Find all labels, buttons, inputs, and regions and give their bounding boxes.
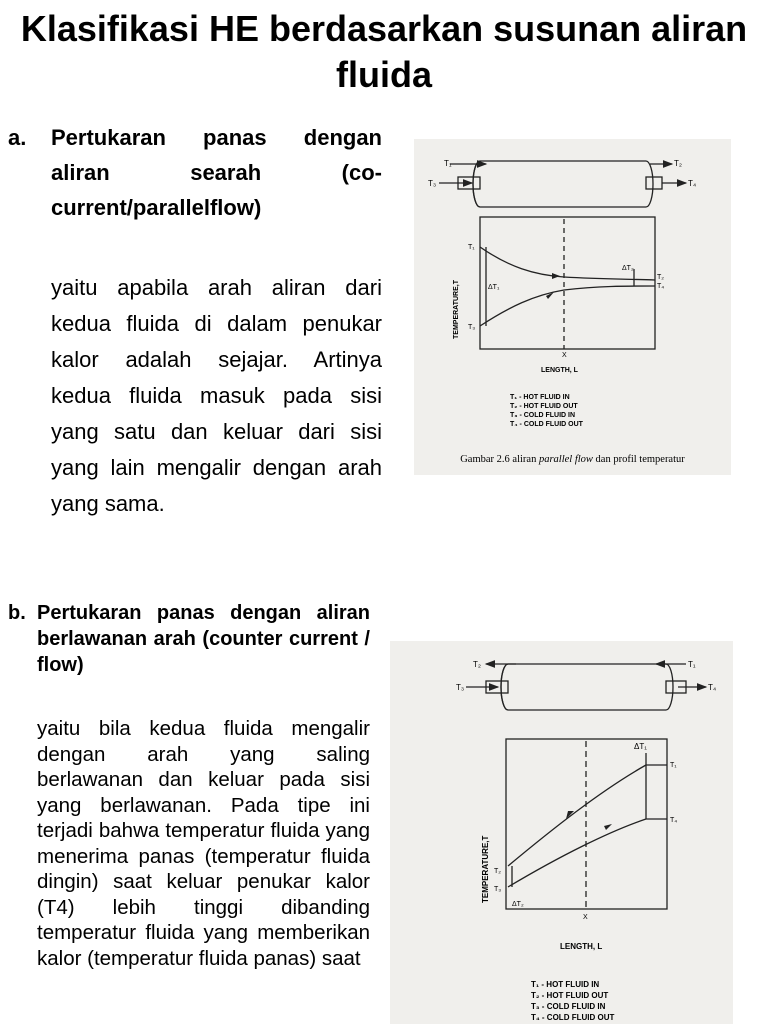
pipe-label-t3: T₃ [428, 179, 437, 188]
plot-ylabel: TEMPERATURE,T [453, 280, 460, 339]
legend-item: T₂ - HOT FLUID OUT [510, 403, 578, 410]
plot-label-t2: T₂ [657, 274, 664, 281]
figure-caption [414, 454, 731, 465]
legend-item: T₂ - HOT FLUID OUT [531, 991, 609, 1000]
pipe-label-t4: T₄ [708, 683, 717, 692]
plot-label-t1: T₁ [670, 762, 677, 769]
counter-flow-diagram [390, 641, 733, 1024]
section-a-body: yaitu apabila arah aliran dari kedua fluida di dalam penukar kalor adalah sejajar. Artinya kedua fluida masuk pada sisi yang satu dan keluar dari sisi yang lain mengalir dengan arah yang sama. [51, 275, 382, 516]
plot-label-dt2: ΔT₂ [622, 265, 634, 272]
plot-xlabel: LENGTH, L [560, 942, 603, 951]
heat-exchanger-pipe [439, 161, 686, 207]
pipe-label-t2: T₂ [674, 159, 682, 168]
legend-item: T₁ - HOT FLUID IN [510, 394, 570, 401]
plot-label-dt1: ΔT₁ [634, 742, 647, 751]
pipe-label-t1: T₁ [688, 660, 696, 669]
section-b-marker: b. [8, 602, 26, 624]
pipe-label-t1: T₁ [444, 159, 452, 168]
section-a-heading-block [8, 120, 382, 225]
plot-label-t4: T₄ [657, 283, 665, 290]
section-b-heading: Pertukaran panas dengan aliran berlawanan arah (counter current / flow) [37, 602, 370, 676]
legend [510, 394, 584, 428]
legend-item: T₃ - COLD FLUID IN [510, 412, 576, 419]
section-b-body: yaitu bila kedua fluida mengalir dengan arah yang saling berlawanan dan keluar pada sisi yang berlawanan. Pada tipe ini terjadi bahwa temperatur fluida yang menerima panas (temperatur fluida dingin) saat keluar penukar kalor (T4) lebih tinggi dibanding temperatur fluida yang memberikan kalor (temperatur fluida panas) saat [37, 717, 370, 970]
plot-xlabel: LENGTH, L [541, 367, 578, 374]
plot-ylabel: TEMPERATURE,T [481, 835, 490, 903]
legend-item: T₃ - COLD FLUID IN [531, 1002, 606, 1011]
page-title: Klasifikasi HE berdasarkan susunan aliran fluida [20, 8, 748, 95]
section-a-marker: a. [8, 125, 27, 150]
caption-pre: Gambar 2.6 aliran [460, 454, 539, 465]
pipe-label-t2: T₂ [473, 660, 481, 669]
plot-label-t3: T₃ [494, 886, 502, 893]
section-b-heading-block [8, 600, 370, 678]
cold-flow-arrow [604, 824, 612, 830]
counter-flow-figure [390, 641, 733, 1024]
parallel-flow-diagram [414, 139, 731, 475]
plot-x-mark: X [562, 352, 567, 359]
legend-item: T₄ - COLD FLUID OUT [531, 1013, 615, 1022]
plot-label-dt2: ΔT₂ [512, 901, 524, 908]
heat-exchanger-pipe [466, 664, 706, 710]
section-a-heading: Pertukaran panas dengan aliran searah (co-current/parallelflow) [51, 125, 382, 220]
legend-item: T₄ - COLD FLUID OUT [510, 421, 583, 428]
plot-x-mark: X [583, 914, 588, 921]
pipe-label-t3: T₃ [456, 683, 465, 692]
legend-item: T₁ - HOT FLUID IN [531, 980, 600, 989]
plot-label-t4: T₄ [670, 817, 678, 824]
caption-post: dan profil temperatur [592, 454, 685, 465]
legend [531, 980, 614, 1022]
parallel-flow-figure [414, 139, 731, 475]
plot-label-dt1: ΔT₁ [488, 284, 500, 291]
caption-emphasis: parallel flow [538, 454, 593, 465]
plot-label-t1: T₁ [468, 244, 475, 251]
plot-label-t2: T₂ [494, 868, 501, 875]
temperature-plot-frame [506, 739, 667, 909]
hot-flow-arrow [552, 273, 560, 279]
plot-label-t3: T₃ [468, 324, 476, 331]
pipe-label-t4: T₄ [688, 179, 697, 188]
temperature-plot-frame [480, 217, 655, 349]
